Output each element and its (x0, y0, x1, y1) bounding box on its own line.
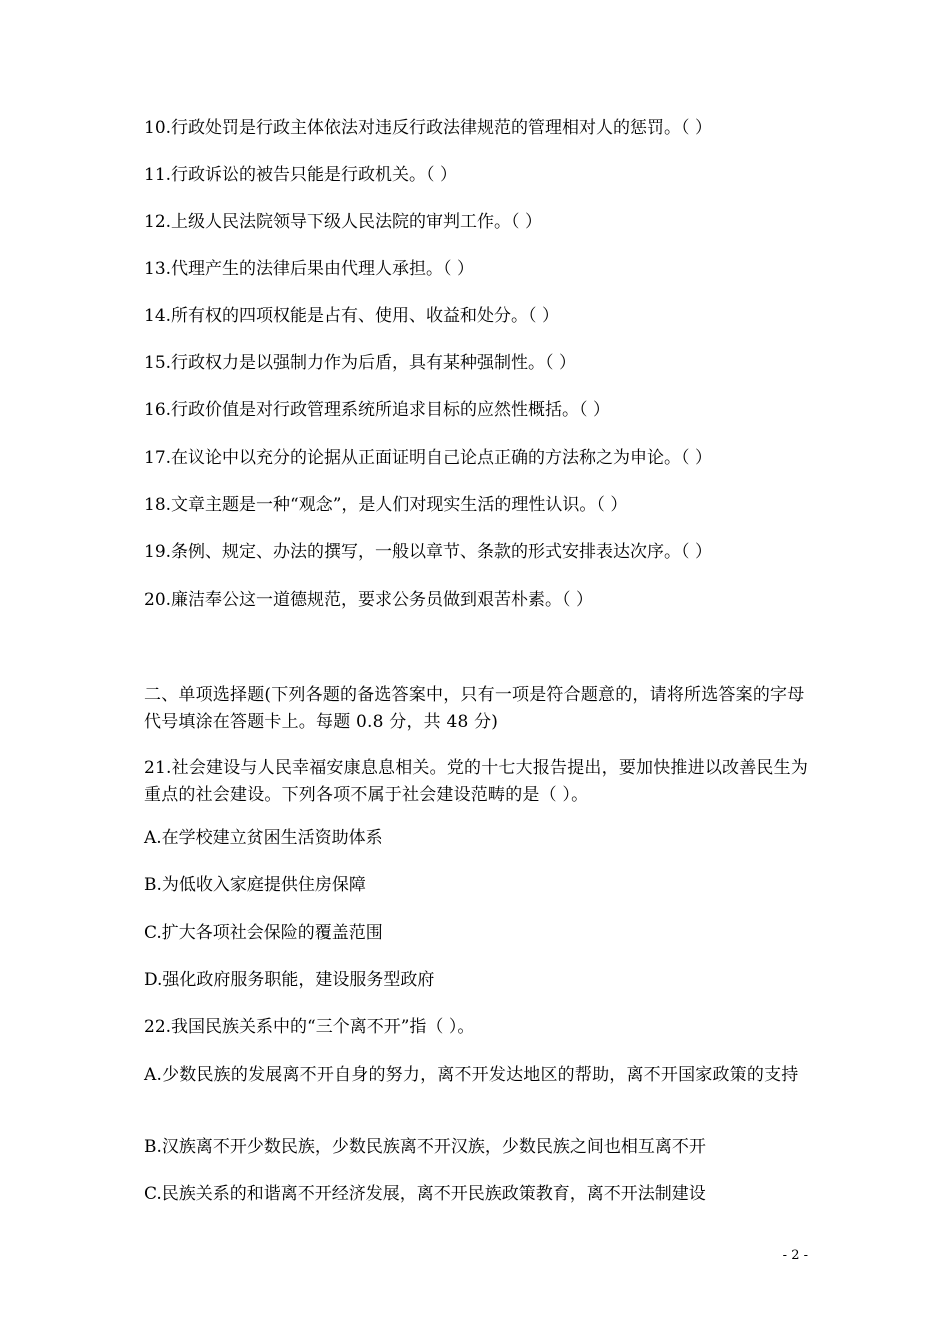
section-heading: 二、单项选择题(下列各题的备选答案中，只有一项是符合题意的，请将所选答案的字母代号填涂在答题卡上。每题 0.8 分，共 48 分) (144, 685, 805, 732)
judgment-item-12: 12.上级人民法院领导下级人民法院的审判工作。（ ） (144, 212, 542, 232)
judgment-item-19: 19.条例、规定、办法的撰写，一般以章节、条款的形式安排表达次序。（ ） (144, 542, 712, 562)
judgment-item-17: 17.在议论中以充分的论据从正面证明自己论点正确的方法称之为申论。（ ） (144, 448, 712, 468)
question-22-option-b: B.汉族离不开少数民族，少数民族离不开汉族，少数民族之间也相互离不开 (144, 1137, 706, 1157)
judgment-item-18: 18.文章主题是一种“观念”，是人们对现实生活的理性认识。（ ） (144, 495, 628, 515)
question-22: 22.我国民族关系中的“三个离不开”指（ ）。 (144, 1017, 475, 1037)
question-22-option-c: C.民族关系的和谐离不开经济发展，离不开民族政策教育，离不开法制建设 (144, 1184, 706, 1204)
question-21-option-d: D.强化政府服务职能，建设服务型政府 (144, 970, 435, 990)
judgment-item-11: 11.行政诉讼的被告只能是行政机关。（ ） (144, 165, 457, 185)
judgment-item-10: 10.行政处罚是行政主体依法对违反行政法律规范的管理相对人的惩罚。（ ） (144, 118, 712, 138)
question-21-option-c: C.扩大各项社会保险的覆盖范围 (144, 923, 383, 943)
judgment-item-13: 13.代理产生的法律后果由代理人承担。（ ） (144, 259, 474, 279)
question-21-option-a: A.在学校建立贫困生活资助体系 (144, 828, 383, 848)
judgment-item-16: 16.行政价值是对行政管理系统所追求目标的应然性概括。（ ） (144, 400, 610, 420)
judgment-item-15: 15.行政权力是以强制力作为后盾，具有某种强制性。（ ） (144, 353, 576, 373)
question-21: 21.社会建设与人民幸福安康息息相关。党的十七大报告提出，要加快推进以改善民生为重点的社会建设。下列各项不属于社会建设范畴的是（ ）。 (144, 758, 809, 805)
page-number: - 2 - (782, 1248, 808, 1263)
judgment-item-14: 14.所有权的四项权能是占有、使用、收益和处分。（ ） (144, 306, 559, 326)
question-22-option-a: A.少数民族的发展离不开自身的努力，离不开发达地区的帮助，离不开国家政策的支持 (144, 1065, 799, 1085)
judgment-item-20: 20.廉洁奉公这一道德规范，要求公务员做到艰苦朴素。（ ） (144, 590, 593, 610)
question-21-option-b: B.为低收入家庭提供住房保障 (144, 875, 366, 895)
